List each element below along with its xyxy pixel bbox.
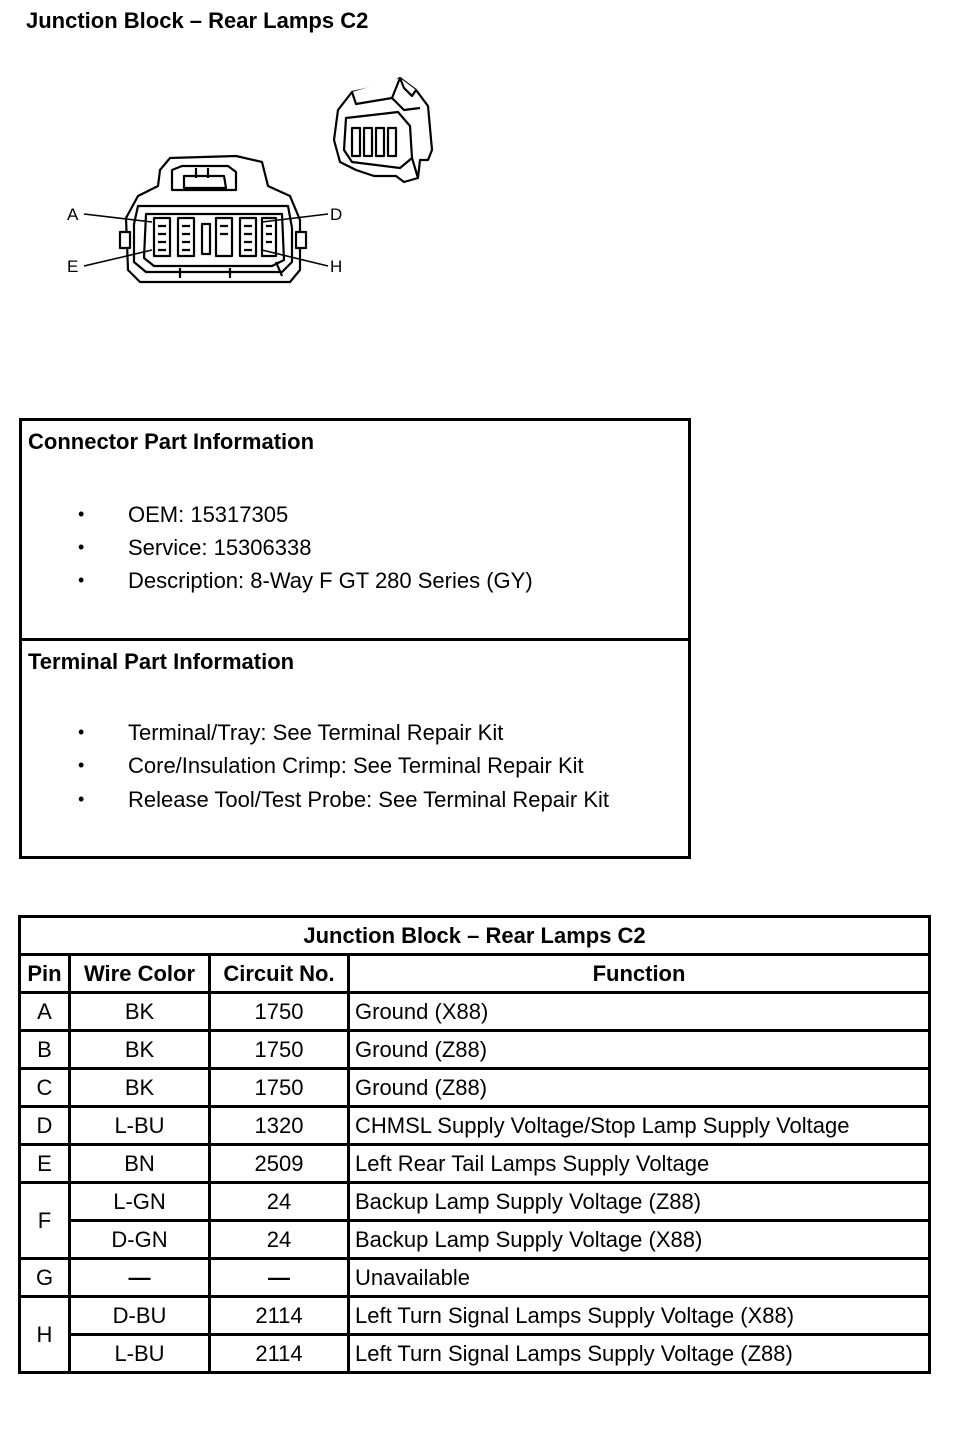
part-information-box [19, 418, 691, 859]
circuit-cell: 2509 [210, 1145, 349, 1183]
pin-label-e: E [67, 257, 79, 276]
table-row [20, 993, 930, 1031]
circuit-cell: 1750 [210, 1069, 349, 1107]
terminal-info-heading: Terminal Part Information [28, 649, 295, 674]
function-cell: Unavailable [349, 1259, 930, 1297]
connector-service: Service: 15306338 [128, 535, 312, 560]
wire-color-cell: L-BU [70, 1107, 210, 1145]
wire-color-cell: D-BU [70, 1297, 210, 1335]
function-cell: Left Rear Tail Lamps Supply Voltage [349, 1145, 930, 1183]
circuit-cell: 1750 [210, 993, 349, 1031]
circuit-cell: 2114 [210, 1335, 349, 1373]
wire-color-cell: BK [70, 1031, 210, 1069]
bullet-icon: • [78, 755, 85, 775]
connector-isometric-illustration [334, 78, 432, 182]
table-title: Junction Block – Rear Lamps C2 [20, 917, 930, 955]
pin-cell: C [20, 1069, 70, 1107]
circuit-cell: — [210, 1259, 349, 1297]
function-cell: Ground (X88) [349, 993, 930, 1031]
connector-face-illustration [120, 156, 306, 282]
table-row [20, 1335, 930, 1373]
pin-cell: G [20, 1259, 70, 1297]
header-circuit-no: Circuit No. [210, 955, 349, 993]
bullet-icon: • [78, 789, 85, 809]
table-row [20, 1069, 930, 1107]
pin-cell: D [20, 1107, 70, 1145]
bullet-icon: • [78, 570, 85, 590]
bullet-icon: • [78, 504, 85, 524]
bullet-icon: • [78, 722, 85, 742]
circuit-cell: 24 [210, 1221, 349, 1259]
pin-cell: E [20, 1145, 70, 1183]
table-row [20, 1145, 930, 1183]
release-tool-test-probe: Release Tool/Test Probe: See Terminal Repair Kit [128, 787, 609, 812]
page-title: Junction Block – Rear Lamps C2 [26, 8, 369, 33]
connector-info-heading: Connector Part Information [28, 429, 315, 454]
wire-color-cell: D-GN [70, 1221, 210, 1259]
function-cell: Backup Lamp Supply Voltage (Z88) [349, 1183, 930, 1221]
connector-diagram [0, 0, 460, 300]
table-row [20, 1107, 930, 1145]
bullet-icon: • [78, 537, 85, 557]
pin-cell: F [20, 1183, 70, 1259]
pin-cell: B [20, 1031, 70, 1069]
function-cell: Backup Lamp Supply Voltage (X88) [349, 1221, 930, 1259]
wire-color-cell: BK [70, 993, 210, 1031]
core-insulation-crimp: Core/Insulation Crimp: See Terminal Repair Kit [128, 753, 584, 778]
header-pin: Pin [20, 955, 70, 993]
wire-color-cell: BN [70, 1145, 210, 1183]
circuit-cell: 1320 [210, 1107, 349, 1145]
header-function: Function [349, 955, 930, 993]
pin-label-a: A [67, 205, 79, 224]
wire-color-cell: — [70, 1259, 210, 1297]
table-row [20, 1259, 930, 1297]
table-row [20, 1221, 930, 1259]
terminal-part-information [22, 641, 688, 856]
circuit-cell: 24 [210, 1183, 349, 1221]
table-row [20, 1297, 930, 1335]
pin-label-d: D [330, 205, 343, 224]
function-cell: CHMSL Supply Voltage/Stop Lamp Supply Voltage [349, 1107, 930, 1145]
table-title-row [20, 917, 930, 955]
pin-cell: H [20, 1297, 70, 1373]
circuit-cell: 2114 [210, 1297, 349, 1335]
pin-label-h: H [330, 257, 343, 276]
function-cell: Ground (Z88) [349, 1031, 930, 1069]
pin-table [18, 915, 931, 1374]
header-wire-color: Wire Color [70, 955, 210, 993]
terminal-tray: Terminal/Tray: See Terminal Repair Kit [128, 720, 504, 745]
function-cell: Ground (Z88) [349, 1069, 930, 1107]
circuit-cell: 1750 [210, 1031, 349, 1069]
wire-color-cell: L-GN [70, 1183, 210, 1221]
connector-description: Description: 8-Way F GT 280 Series (GY) [128, 568, 533, 593]
function-cell: Left Turn Signal Lamps Supply Voltage (X88) [349, 1297, 930, 1335]
wire-color-cell: L-BU [70, 1335, 210, 1373]
table-header-row [20, 955, 930, 993]
pin-cell: A [20, 993, 70, 1031]
connector-part-information [22, 421, 688, 641]
connector-oem: OEM: 15317305 [128, 502, 289, 527]
wire-color-cell: BK [70, 1069, 210, 1107]
table-row [20, 1031, 930, 1069]
function-cell: Left Turn Signal Lamps Supply Voltage (Z88) [349, 1335, 930, 1373]
table-row [20, 1183, 930, 1221]
